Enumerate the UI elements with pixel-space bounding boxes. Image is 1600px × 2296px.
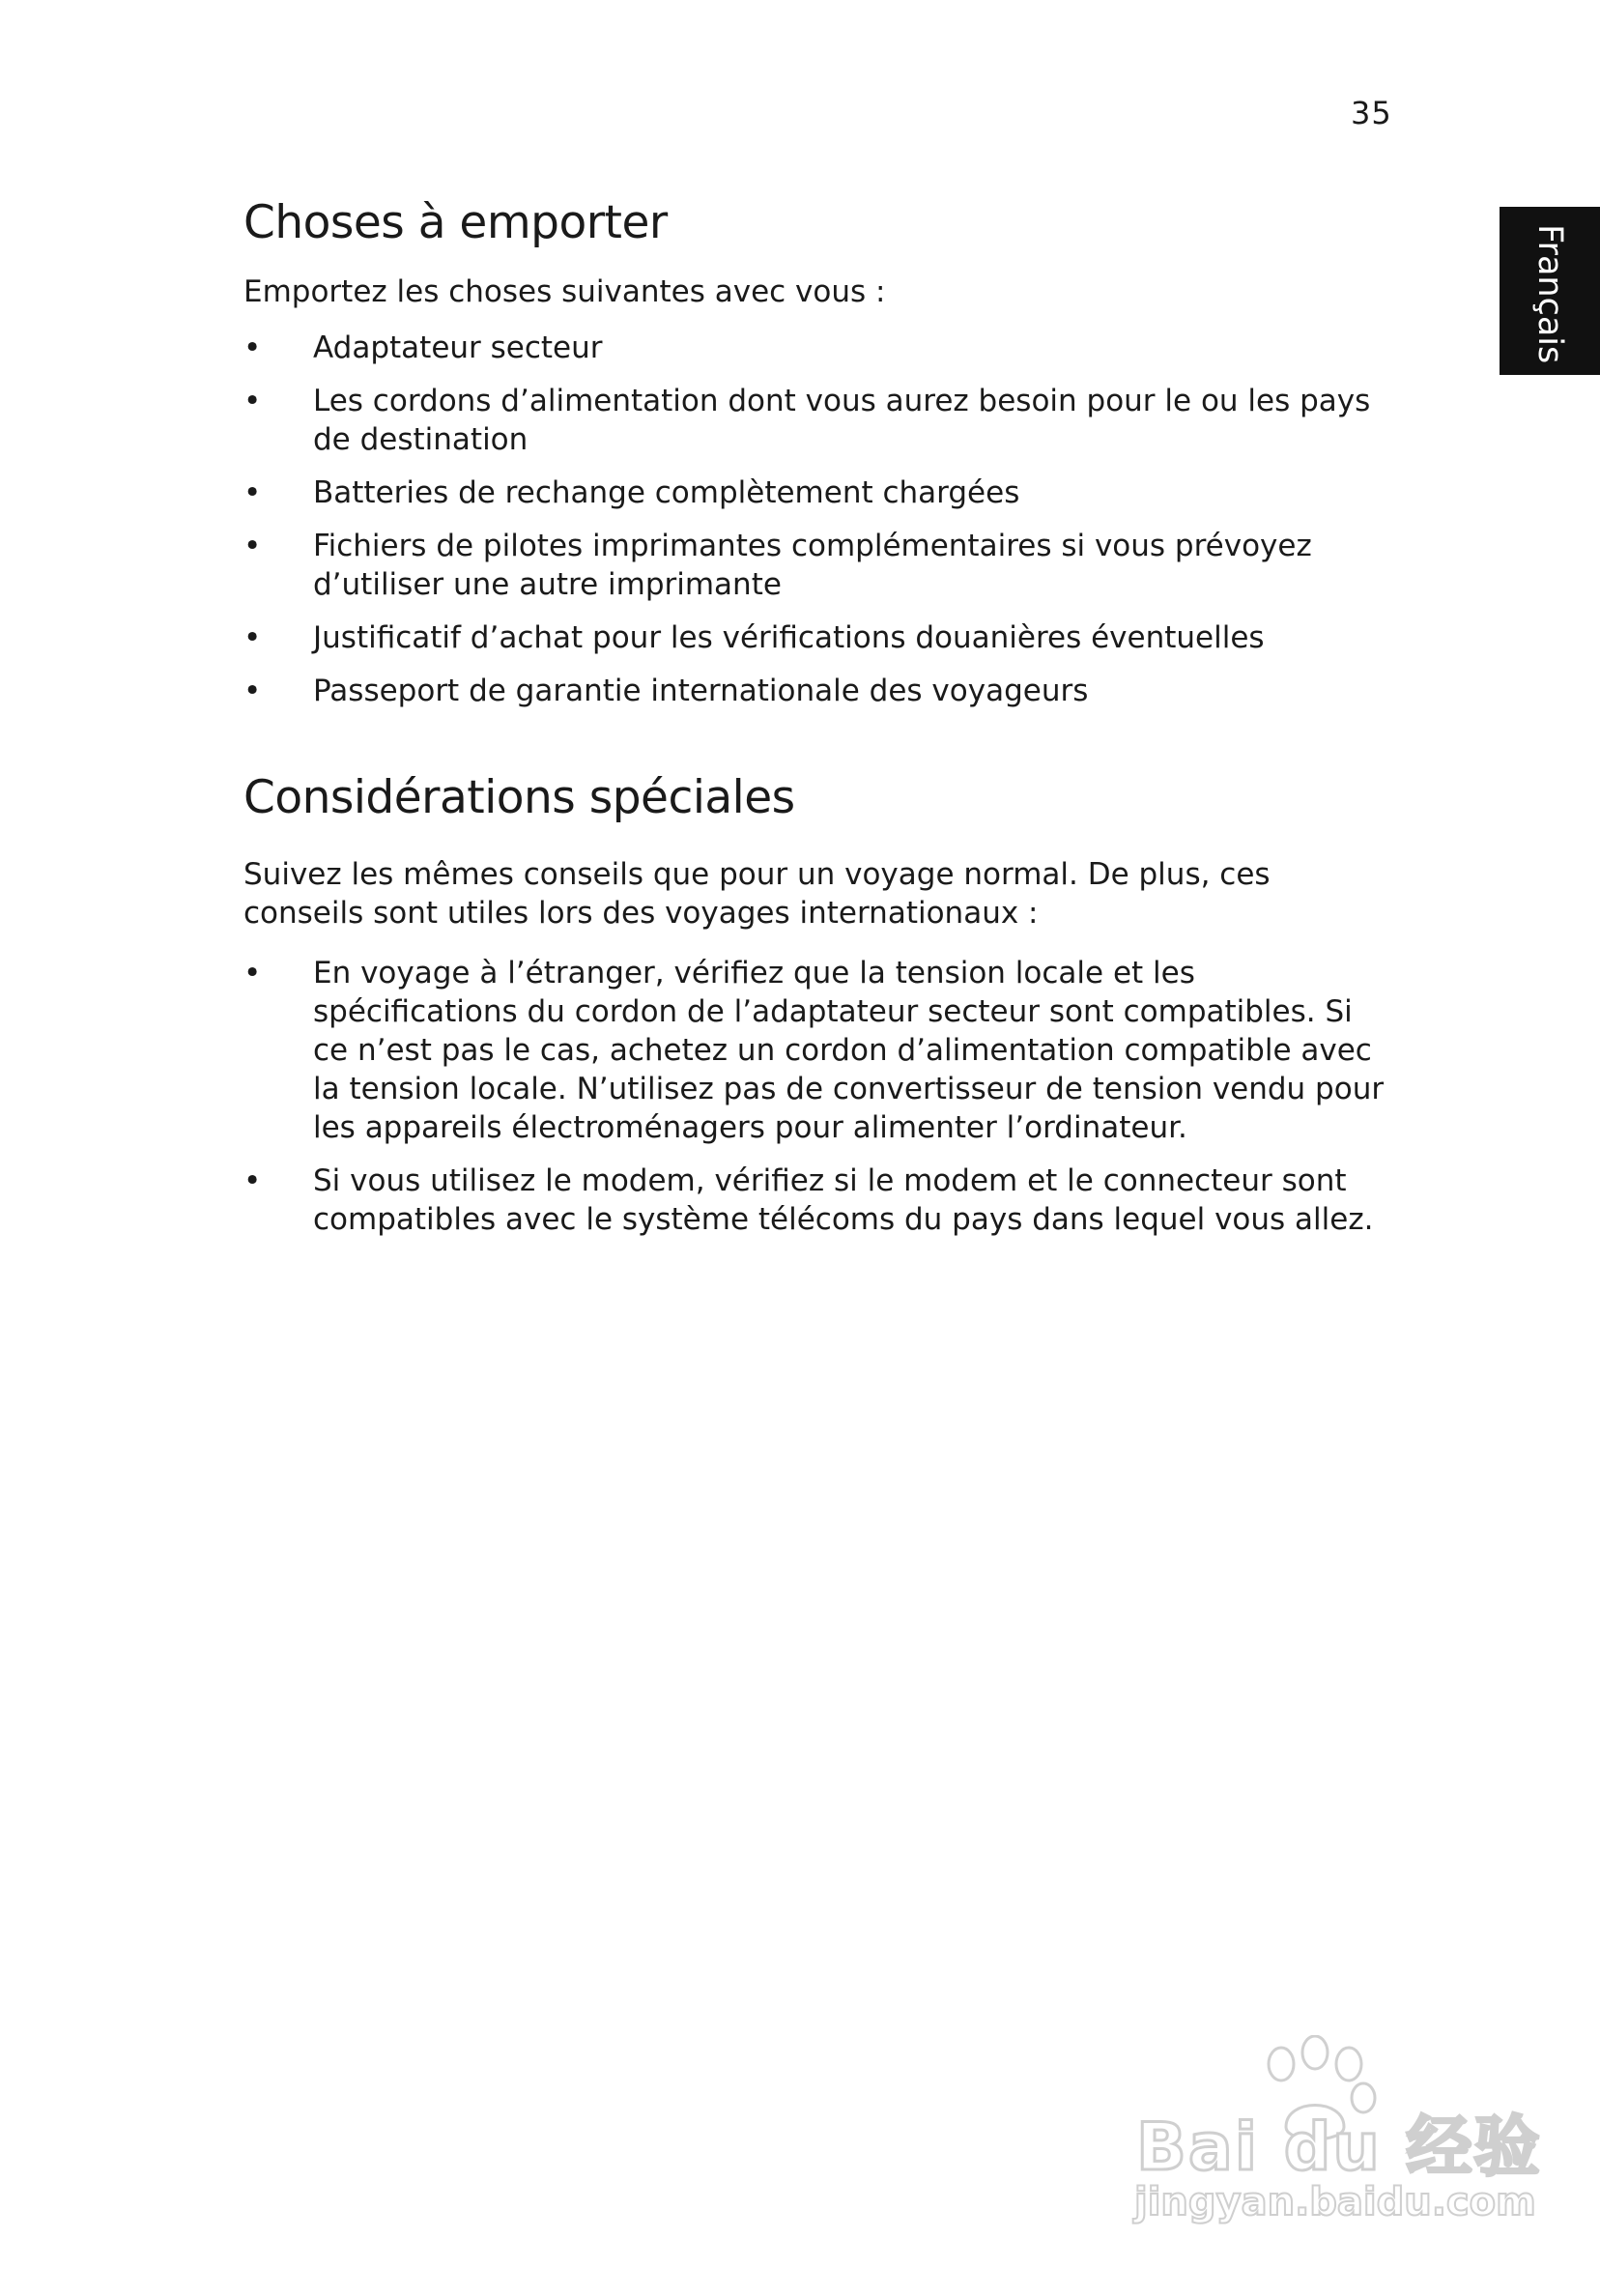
list-item: [243, 954, 1393, 1147]
list-item-text: Adaptateur secteur: [313, 330, 603, 365]
list-item: [243, 1162, 1393, 1239]
bullet-icon: •: [243, 1163, 262, 1198]
list-item: [243, 474, 1393, 512]
bullet-icon: •: [243, 956, 262, 990]
bullet-list: [243, 329, 1393, 710]
list-item: [243, 329, 1393, 367]
document-body: [243, 189, 1393, 1253]
list-item-text: Les cordons d’alimentation dont vous aurez besoin pour le ou les pays de destination: [313, 384, 1371, 457]
list-item-text: En voyage à l’étranger, vérifiez que la tension locale et les spécifications du cordon de l’adaptateur secteur sont compatibles. Si ce n’est pas le cas, achetez un cordon d’alimentation compatible avec la tension locale. N’utilisez pas de convertisseur de tension vendu pour les appareils électroménagers pour alimenter l’ordinateur.: [313, 956, 1385, 1145]
bullet-icon: •: [243, 674, 262, 708]
bullet-icon: •: [243, 384, 262, 418]
list-item: [243, 672, 1393, 710]
list-item-text: Si vous utilisez le modem, vérifiez si le modem et le connecteur sont compatibles avec le système télécoms du pays dans lequel vous allez.: [313, 1163, 1374, 1237]
section-special-considerations: [243, 764, 1393, 1239]
bullet-list: [243, 954, 1393, 1239]
section-things-to-bring: [243, 189, 1393, 710]
list-item: [243, 382, 1393, 459]
bullet-icon: •: [243, 529, 262, 563]
watermark-brand: Bai du 经验: [1136, 2109, 1542, 2186]
list-item-text: Justificatif d’achat pour les vérifications douanières éventuelles: [313, 620, 1265, 655]
section-intro: Emportez les choses suivantes avec vous :: [243, 274, 886, 309]
baidu-watermark: [1127, 2035, 1542, 2228]
list-item-text: Fichiers de pilotes imprimantes complémentaires si vous prévoyez d’utiliser une autre imprimante: [313, 529, 1312, 602]
section-title: Choses à emporter: [243, 196, 668, 249]
bullet-icon: •: [243, 620, 262, 655]
list-item: [243, 527, 1393, 604]
section-intro: Suivez les mêmes conseils que pour un voyage normal. De plus, ces conseils sont utiles lors des voyages internationaux :: [243, 857, 1271, 931]
watermark-url: jingyan.baidu.com: [1134, 2180, 1536, 2224]
list-item-text: Batteries de rechange complètement chargées: [313, 475, 1020, 510]
bullet-icon: •: [243, 475, 262, 510]
bullet-icon: •: [243, 330, 262, 365]
page-number: 35: [1351, 95, 1392, 131]
language-tab: [1500, 207, 1600, 375]
section-title: Considérations spéciales: [243, 771, 795, 824]
list-item: [243, 618, 1393, 657]
language-tab-label: Français: [1530, 224, 1569, 364]
list-item-text: Passeport de garantie internationale des voyageurs: [313, 674, 1089, 708]
